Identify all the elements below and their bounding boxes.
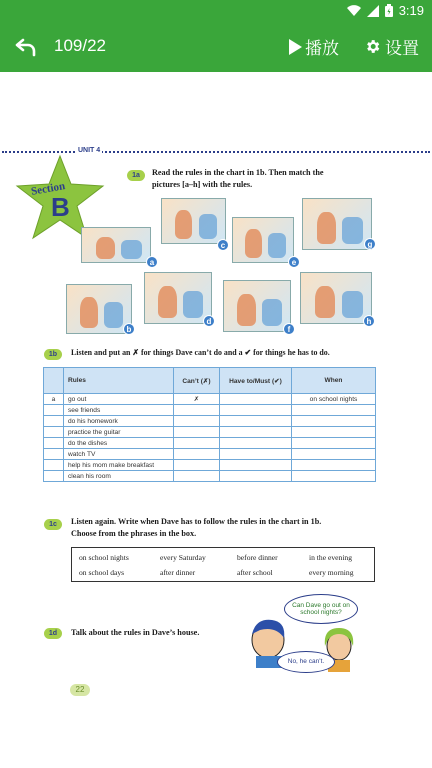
col-header-cant: Can’t (✗) bbox=[174, 368, 220, 394]
app-bar bbox=[0, 22, 432, 72]
table-row: see friends bbox=[44, 405, 376, 416]
picture-label-h: h bbox=[363, 315, 375, 327]
phrase-item: on school days bbox=[79, 568, 125, 577]
col-header-when: When bbox=[292, 368, 376, 394]
col-header-rules: Rules bbox=[64, 368, 174, 394]
col-header-have-to: Have to/Must (✔) bbox=[220, 368, 292, 394]
table-row: watch TV bbox=[44, 449, 376, 460]
unit-label: UNIT 4 bbox=[78, 147, 101, 154]
exercise-1a-instructions: Read the rules in the chart in 1b. Then match the pictures [a–h] with the rules. bbox=[152, 168, 324, 189]
table-row: do his homework bbox=[44, 416, 376, 427]
table-row: help his mom make breakfast bbox=[44, 460, 376, 471]
picture-e bbox=[232, 217, 294, 263]
speech-bubble-answer: No, he can’t. bbox=[277, 651, 335, 673]
exercise-1b-instructions: Listen and put an ✗ for things Dave can’t do and a ✔ for things he has to do. bbox=[71, 348, 330, 357]
picture-b bbox=[66, 284, 132, 334]
phrase-item: after school bbox=[237, 568, 273, 577]
phrase-item: after dinner bbox=[160, 568, 196, 577]
play-button[interactable] bbox=[287, 34, 339, 59]
table-row: do the dishes bbox=[44, 438, 376, 449]
exercise-1d-badge: 1d bbox=[44, 628, 62, 639]
picture-c bbox=[161, 198, 226, 244]
status-time: 3:19 bbox=[398, 3, 424, 18]
phrase-item: every Saturday bbox=[160, 553, 206, 562]
signal-icon bbox=[367, 5, 379, 17]
unit-divider bbox=[2, 151, 430, 153]
back-arrow-icon[interactable] bbox=[14, 35, 38, 59]
book-page[interactable] bbox=[0, 72, 432, 768]
exercise-1b-badge: 1b bbox=[44, 349, 62, 360]
settings-button[interactable] bbox=[364, 34, 419, 59]
phrase-item: in the evening bbox=[309, 553, 353, 562]
picture-label-e: e bbox=[288, 256, 300, 268]
gear-icon bbox=[364, 38, 381, 55]
phrase-item: every morning bbox=[309, 568, 354, 577]
picture-label-c: c bbox=[217, 239, 229, 251]
status-bar bbox=[0, 0, 432, 22]
table-row: clean his room bbox=[44, 471, 376, 482]
phrase-box bbox=[71, 547, 375, 582]
picture-a bbox=[81, 227, 151, 263]
picture-d bbox=[144, 272, 212, 324]
table-row: a go out ✗ on school nights bbox=[44, 394, 376, 405]
picture-label-b: b bbox=[123, 323, 135, 335]
page-number: 22 bbox=[70, 684, 90, 696]
picture-g bbox=[302, 198, 372, 250]
page-indicator: 109/22 bbox=[54, 36, 106, 55]
speech-bubble-question: Can Dave go out on school nights? bbox=[284, 594, 358, 624]
phrase-item: on school nights bbox=[79, 553, 129, 562]
picture-label-f: f bbox=[283, 323, 295, 335]
exercise-1c-instructions: Listen again. Write when Dave has to follow the rules in the chart in 1b. Choose from the phrases in the box. bbox=[71, 517, 322, 538]
exercise-1d-instructions: Talk about the rules in Dave’s house. bbox=[71, 628, 200, 637]
play-label: 播放 bbox=[305, 39, 339, 59]
picture-h bbox=[300, 272, 372, 324]
settings-label: 设置 bbox=[385, 39, 419, 59]
phrase-item: before dinner bbox=[237, 553, 278, 562]
rules-table bbox=[43, 367, 376, 482]
battery-icon bbox=[385, 4, 393, 17]
exercise-1c-badge: 1c bbox=[44, 519, 62, 530]
play-icon bbox=[287, 38, 303, 56]
picture-label-g: g bbox=[364, 238, 376, 250]
picture-label-a: a bbox=[146, 256, 158, 268]
picture-f bbox=[223, 280, 291, 332]
section-letter: B bbox=[51, 192, 70, 222]
wifi-icon bbox=[347, 5, 361, 17]
table-row: practice the guitar bbox=[44, 427, 376, 438]
section-word: Section bbox=[30, 180, 67, 198]
exercise-1a-badge: 1a bbox=[127, 170, 145, 181]
table-header-row bbox=[44, 368, 376, 394]
picture-label-d: d bbox=[203, 315, 215, 327]
